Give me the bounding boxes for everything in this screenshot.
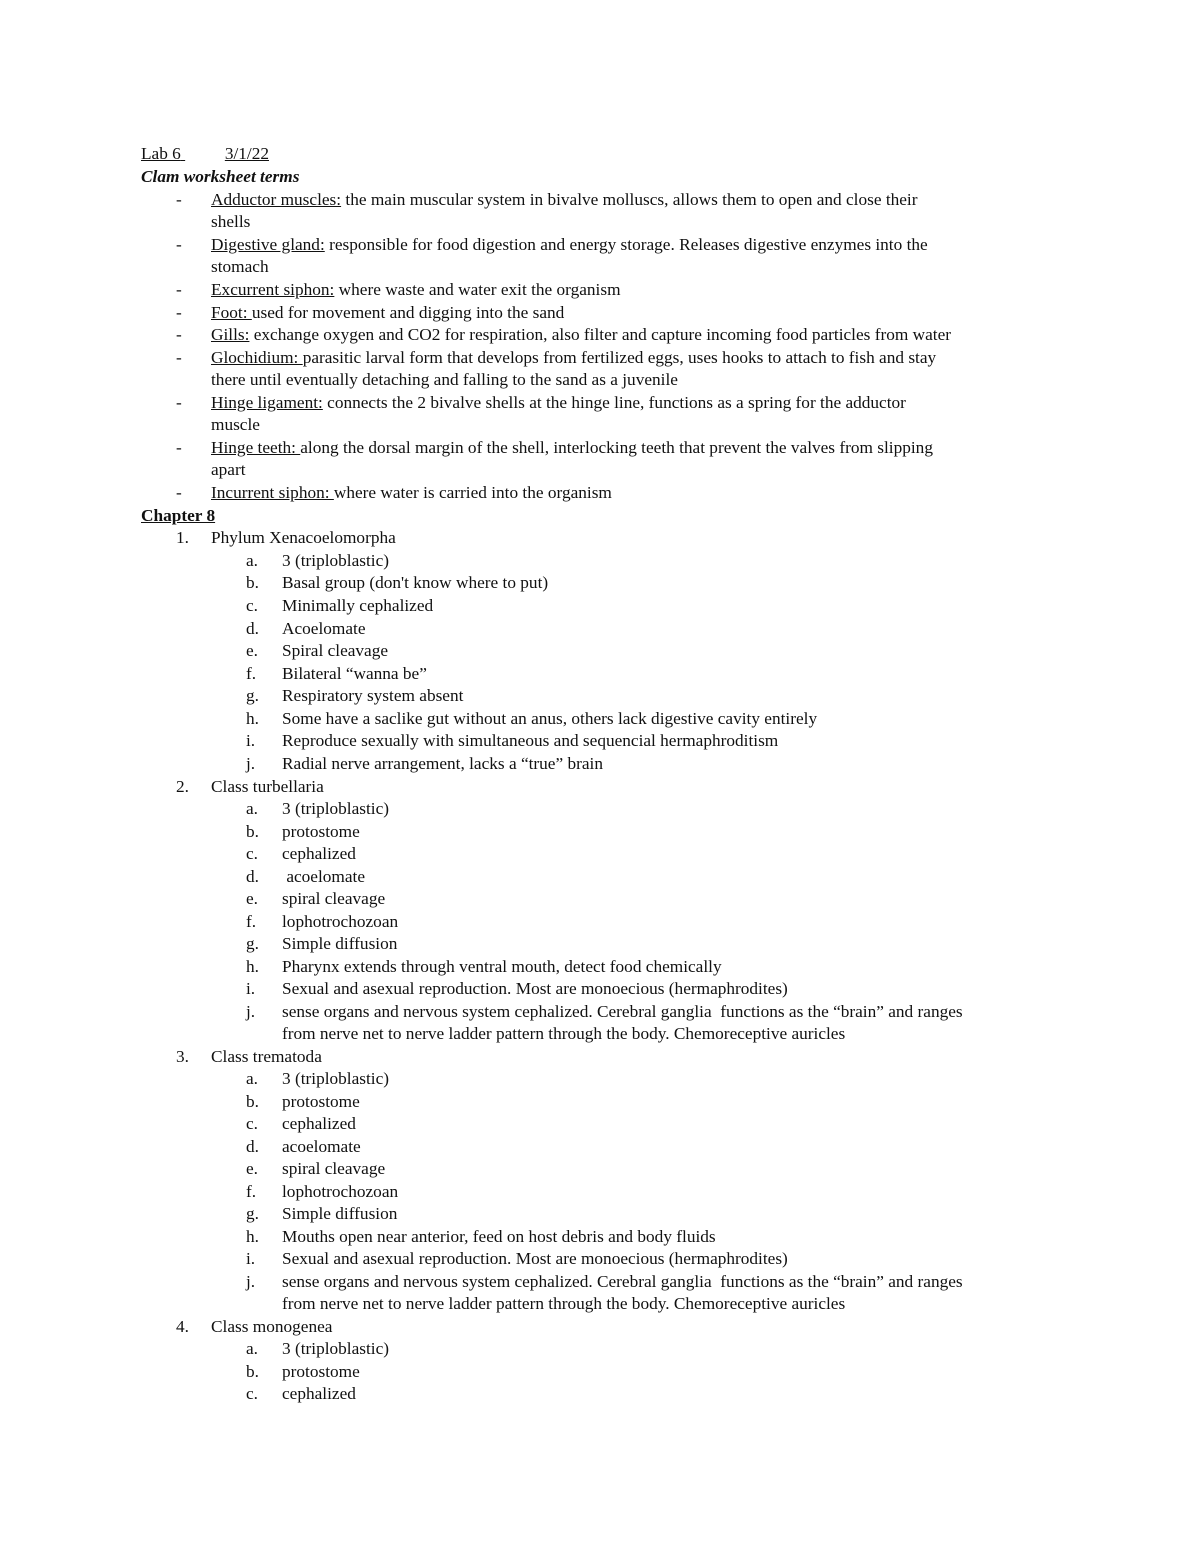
- term-definition: used for movement and digging into the sand: [251, 303, 565, 322]
- bullet-dash: -: [176, 393, 182, 412]
- item-letter: a.: [246, 1069, 258, 1088]
- item-letter: e.: [246, 889, 258, 908]
- item-text: Reproduce sexually with simultaneous and sequencial hermaphroditism: [282, 731, 779, 750]
- item-letter: h.: [246, 1227, 259, 1246]
- section-number: 4.: [176, 1317, 189, 1336]
- bullet-dash: -: [176, 280, 182, 299]
- section-title: Class trematoda: [211, 1047, 322, 1066]
- item-letter: e.: [246, 1159, 258, 1178]
- bullet-dash: -: [176, 483, 182, 502]
- term-label: Incurrent siphon:: [211, 483, 334, 502]
- term-label: Foot:: [211, 303, 252, 322]
- item-text: lophotrochozoan: [282, 1182, 399, 1201]
- term-definition: connects the 2 bivalve shells at the hinge line, functions as a spring for the adductor: [322, 393, 906, 412]
- item-text: Simple diffusion: [282, 1204, 398, 1223]
- term-label: Adductor muscles:: [211, 190, 342, 209]
- item-text: sense organs and nervous system cephalized. Cerebral ganglia functions as the “brain” and ranges: [282, 1272, 963, 1291]
- item-text: protostome: [282, 822, 360, 841]
- item-letter: j.: [246, 1002, 256, 1021]
- item-text: cephalized: [282, 1384, 356, 1403]
- item-text: Minimally cephalized: [282, 596, 434, 615]
- item-letter: i.: [246, 731, 256, 750]
- item-text: Respiratory system absent: [282, 686, 464, 705]
- item-text: acoelomate: [282, 867, 365, 886]
- item-text: lophotrochozoan: [282, 912, 399, 931]
- section-title: Class monogenea: [211, 1317, 333, 1336]
- item-letter: i.: [246, 979, 256, 998]
- item-letter: d.: [246, 1137, 259, 1156]
- term-definition: parasitic larval form that develops from fertilized eggs, uses hooks to attach to fish and stay: [302, 348, 937, 367]
- term-label: Hinge teeth:: [211, 438, 301, 457]
- term-label: Gills:: [211, 325, 250, 344]
- section-number: 1.: [176, 528, 189, 547]
- item-text-cont: from nerve net to nerve ladder pattern through the body. Chemoreceptive auricles: [282, 1294, 846, 1313]
- item-text: Mouths open near anterior, feed on host debris and body fluids: [282, 1227, 716, 1246]
- item-letter: b.: [246, 1362, 259, 1381]
- item-text: protostome: [282, 1362, 360, 1381]
- term-definition: the main muscular system in bivalve molluscs, allows them to open and close their: [341, 190, 918, 209]
- bullet-dash: -: [176, 348, 182, 367]
- item-text: Radial nerve arrangement, lacks a “true” brain: [282, 754, 603, 773]
- item-letter: c.: [246, 1114, 258, 1133]
- bullet-dash: -: [176, 325, 182, 344]
- item-letter: c.: [246, 596, 258, 615]
- item-letter: h.: [246, 957, 259, 976]
- item-text: 3 (triploblastic): [282, 1339, 390, 1358]
- bullet-dash: -: [176, 235, 182, 254]
- item-text: Simple diffusion: [282, 934, 398, 953]
- item-text: acoelomate: [282, 1137, 361, 1156]
- item-letter: f.: [246, 912, 257, 931]
- term-definition-cont: there until eventually detaching and falling to the sand as a juvenile: [211, 370, 678, 389]
- item-letter: c.: [246, 844, 258, 863]
- item-text: Acoelomate: [282, 619, 366, 638]
- term-definition: exchange oxygen and CO2 for respiration, also filter and capture incoming food particles from water: [249, 325, 951, 344]
- term-label: Digestive gland:: [211, 235, 325, 254]
- bullet-dash: -: [176, 303, 182, 322]
- term-label: Excurrent siphon:: [211, 280, 335, 299]
- item-text: 3 (triploblastic): [282, 551, 390, 570]
- item-letter: a.: [246, 1339, 258, 1358]
- chapter-heading: Chapter 8: [141, 506, 216, 525]
- item-text: cephalized: [282, 844, 356, 863]
- term-definition: responsible for food digestion and energy storage. Releases digestive enzymes into the: [324, 235, 928, 254]
- item-letter: f.: [246, 1182, 257, 1201]
- term-definition-cont: muscle: [211, 415, 260, 434]
- item-letter: a.: [246, 799, 258, 818]
- item-text: Pharynx extends through ventral mouth, detect food chemically: [282, 957, 722, 976]
- item-text: 3 (triploblastic): [282, 799, 390, 818]
- term-definition-cont: apart: [211, 460, 246, 479]
- item-text: Sexual and asexual reproduction. Most are monoecious (hermaphrodites): [282, 979, 788, 998]
- term-definition: along the dorsal margin of the shell, interlocking teeth that prevent the valves from slipping: [300, 438, 933, 457]
- item-letter: g.: [246, 934, 259, 953]
- section-number: 2.: [176, 777, 189, 796]
- worksheet-subtitle: Clam worksheet terms: [141, 167, 300, 186]
- item-letter: d.: [246, 619, 259, 638]
- lab-header: [141, 143, 269, 166]
- term-definition-cont: stomach: [211, 257, 269, 276]
- term-definition: where water is carried into the organism: [333, 483, 612, 502]
- item-letter: j.: [246, 1272, 256, 1291]
- item-letter: c.: [246, 1384, 258, 1403]
- item-letter: d.: [246, 867, 259, 886]
- item-text: Bilateral “wanna be”: [282, 664, 427, 683]
- item-text: 3 (triploblastic): [282, 1069, 390, 1088]
- section-number: 3.: [176, 1047, 189, 1066]
- item-text: protostome: [282, 1092, 360, 1111]
- item-text: Spiral cleavage: [282, 641, 389, 660]
- item-text: cephalized: [282, 1114, 356, 1133]
- lab-date: 3/1/22: [224, 144, 269, 163]
- item-text-cont: from nerve net to nerve ladder pattern through the body. Chemoreceptive auricles: [282, 1024, 846, 1043]
- item-text: spiral cleavage: [282, 889, 386, 908]
- section-title: Class turbellaria: [211, 777, 324, 796]
- item-letter: a.: [246, 551, 258, 570]
- item-letter: j.: [246, 754, 256, 773]
- section-title: Phylum Xenacoelomorpha: [211, 528, 396, 547]
- bullet-dash: -: [176, 190, 182, 209]
- item-text: spiral cleavage: [282, 1159, 386, 1178]
- item-letter: b.: [246, 573, 259, 592]
- item-letter: g.: [246, 1204, 259, 1223]
- item-letter: i.: [246, 1249, 256, 1268]
- term-definition: where waste and water exit the organism: [334, 280, 621, 299]
- item-letter: h.: [246, 709, 259, 728]
- item-letter: b.: [246, 1092, 259, 1111]
- item-text: Some have a saclike gut without an anus, others lack digestive cavity entirely: [282, 709, 818, 728]
- lab-number: Lab 6: [141, 144, 181, 163]
- item-letter: b.: [246, 822, 259, 841]
- term-definition-cont: shells: [211, 212, 251, 231]
- item-letter: e.: [246, 641, 258, 660]
- term-label: Glochidium:: [211, 348, 303, 367]
- item-text: Sexual and asexual reproduction. Most are monoecious (hermaphrodites): [282, 1249, 788, 1268]
- item-letter: f.: [246, 664, 257, 683]
- header-spacer: [181, 143, 225, 166]
- item-text: Basal group (don't know where to put): [282, 573, 549, 592]
- item-letter: g.: [246, 686, 259, 705]
- term-label: Hinge ligament:: [211, 393, 323, 412]
- item-text: sense organs and nervous system cephalized. Cerebral ganglia functions as the “brain” and ranges: [282, 1002, 963, 1021]
- bullet-dash: -: [176, 438, 182, 457]
